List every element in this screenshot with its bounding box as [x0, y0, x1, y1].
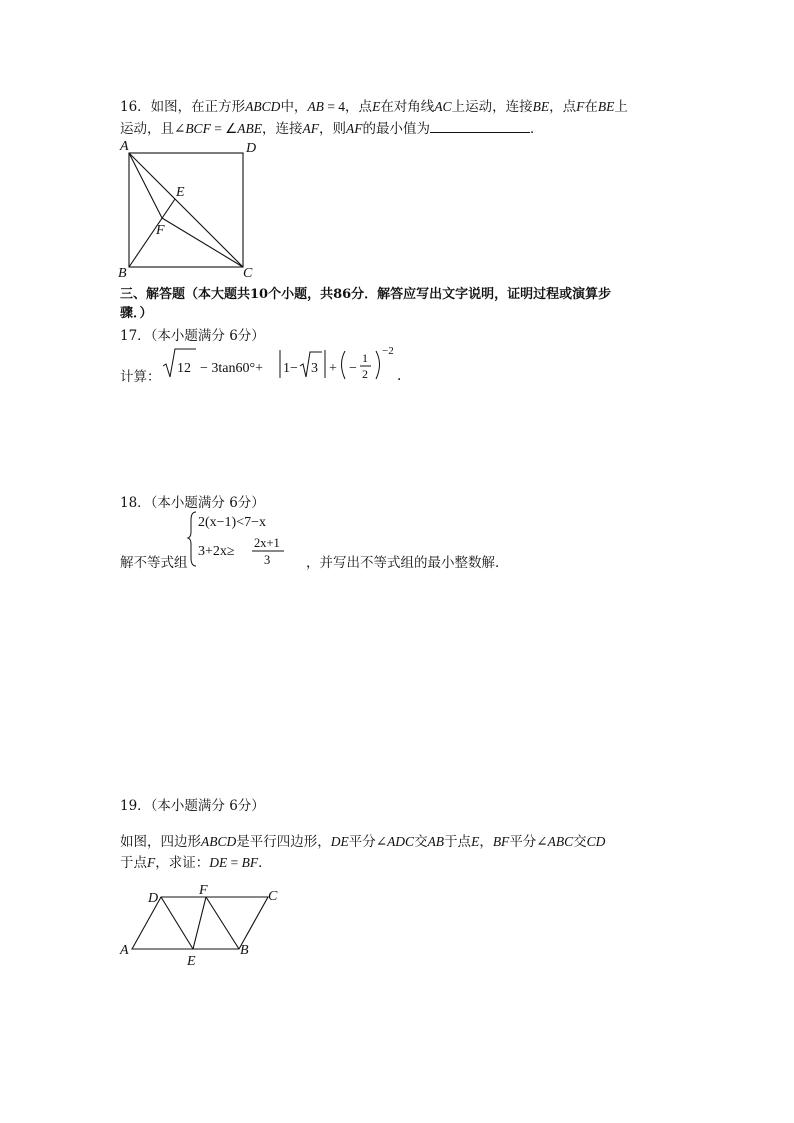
q16-angle-abe: ABE — [237, 121, 263, 136]
label-d: D — [148, 891, 159, 906]
q19-text: 平分∠ — [348, 834, 388, 850]
q16-segment-be: BE — [597, 99, 615, 114]
q19-segment-bf: BF — [241, 855, 259, 870]
q16-answer-blank[interactable] — [430, 119, 530, 133]
q16-eq: = ∠ — [210, 121, 238, 136]
q19-segment-cd: CD — [586, 834, 606, 849]
q19-segment-ab: AB — [427, 834, 445, 849]
q18-system — [188, 510, 308, 570]
q19-eq: = — [227, 855, 242, 870]
q19-figure — [118, 880, 288, 970]
q16-figure — [118, 138, 268, 283]
inequality-2-num: 2x+1 — [254, 536, 280, 550]
paren-left — [342, 351, 346, 379]
q16-square-name: ABCD — [245, 99, 281, 114]
q16-segment-ab: AB — [307, 99, 324, 114]
label-c: C — [268, 889, 278, 904]
q19-header: 19．（本小题满分 6分） — [120, 798, 265, 814]
label-e: E — [187, 954, 196, 969]
label-f: F — [156, 223, 165, 238]
q19-text: ． — [258, 855, 272, 871]
abs-inner: 1− — [283, 361, 298, 376]
q18-header: 18．（本小题满分 6分） — [120, 495, 265, 511]
frac-num: 1 — [362, 351, 368, 365]
q19-segment-de: DE — [209, 855, 228, 870]
section3-heading-cont: 骤．） — [120, 306, 153, 321]
q19-segment-de: DE — [330, 834, 349, 849]
q16-text: ． — [530, 121, 544, 137]
sqrt-12 — [163, 349, 196, 377]
label-a: A — [120, 943, 129, 958]
q19-line2 — [120, 854, 272, 872]
segment-ef — [193, 897, 206, 949]
q19-text: ，求证： — [155, 855, 210, 871]
q16-text: ，点 — [549, 99, 577, 115]
q19-quad-name: ABCD — [201, 834, 237, 849]
q19-point-f: F — [147, 855, 156, 870]
label-e: E — [176, 185, 185, 200]
q16-segment-af: AF — [302, 121, 320, 136]
q16-point-f: F — [576, 99, 585, 114]
q19-point-e: E — [471, 834, 480, 849]
q18-prefix: 解不等式组 — [120, 555, 188, 571]
neg-sign: − — [349, 361, 357, 376]
q19-line1 — [120, 833, 605, 851]
q16-point-e: E — [372, 99, 381, 114]
inequality-2-left: 3+2x≥ — [198, 544, 235, 559]
q19-text: 交 — [414, 834, 428, 850]
q17-tan-term: − 3tan60°+ — [200, 361, 263, 376]
q17-formula — [162, 346, 412, 391]
q17-header: 17．（本小题满分 6分） — [120, 328, 265, 344]
q19-text: ， — [479, 834, 493, 850]
label-f: F — [199, 883, 208, 898]
q18-suffix: ，并写出不等式组的最小整数解． — [306, 555, 509, 571]
q16-text: 在对角线 — [380, 99, 435, 115]
q19-segment-bf: BF — [492, 834, 510, 849]
exponent: −2 — [382, 345, 394, 357]
q16-length: = 4，点 — [323, 99, 373, 114]
label-a: A — [120, 139, 129, 154]
q19-text: 是平行四边形， — [236, 834, 331, 850]
period: ． — [397, 369, 411, 384]
segment-fc — [162, 218, 243, 267]
q16-segment-af: AF — [346, 121, 363, 136]
q19-angle-abc: ABC — [547, 834, 574, 849]
q17-prefix: 计算： — [120, 369, 161, 385]
q19-text: 如图，四边形 — [120, 834, 201, 850]
q16-number: 16．如图，在正方形 — [120, 99, 246, 115]
q19-text: 交 — [573, 834, 587, 850]
q16-diagonal-ac: AC — [434, 99, 452, 114]
q16-angle-bcf: BCF — [185, 121, 211, 136]
segment-be — [129, 199, 175, 267]
segment-bf — [206, 897, 239, 949]
frac-den: 2 — [362, 367, 368, 381]
sqrt12-radicand: 12 — [177, 361, 191, 376]
q16-text: 中， — [280, 99, 308, 115]
segment-af — [129, 153, 162, 218]
q16-text: ，连接 — [262, 121, 303, 137]
label-b: B — [240, 943, 249, 958]
brace — [188, 512, 196, 566]
paren-right — [376, 351, 380, 379]
q19-text: 平分∠ — [509, 834, 548, 850]
q19-angle-adc: ADC — [387, 834, 415, 849]
segment-de — [161, 897, 193, 949]
inequality-1: 2(x−1)<7−x — [198, 515, 267, 530]
q16-text: 运动，且∠ — [120, 121, 186, 137]
diagonal-ac — [129, 153, 243, 267]
q16-text: ，则 — [319, 121, 347, 137]
label-b: B — [118, 266, 127, 281]
label-c: C — [243, 266, 253, 281]
inequality-2-den: 3 — [264, 553, 271, 567]
plus-sign: + — [329, 361, 337, 376]
q16-segment-be: BE — [532, 99, 550, 114]
q16-text: 上运动，连接 — [451, 99, 533, 115]
q16-text: 上 — [614, 99, 628, 115]
q16-line1-full — [120, 98, 628, 116]
q16-line2 — [120, 119, 544, 138]
q16-text: 的最小值为 — [362, 121, 431, 137]
section3-heading: 三、解答题（本大题共10个小题，共86分．解答应写出文字说明，证明过程或演算步 — [120, 287, 612, 302]
label-d: D — [246, 141, 257, 156]
q16-text: 在 — [584, 99, 598, 115]
sqrt3-radicand: 3 — [311, 361, 318, 376]
q19-text: 于点 — [444, 834, 472, 850]
q19-text: 于点 — [120, 855, 147, 871]
